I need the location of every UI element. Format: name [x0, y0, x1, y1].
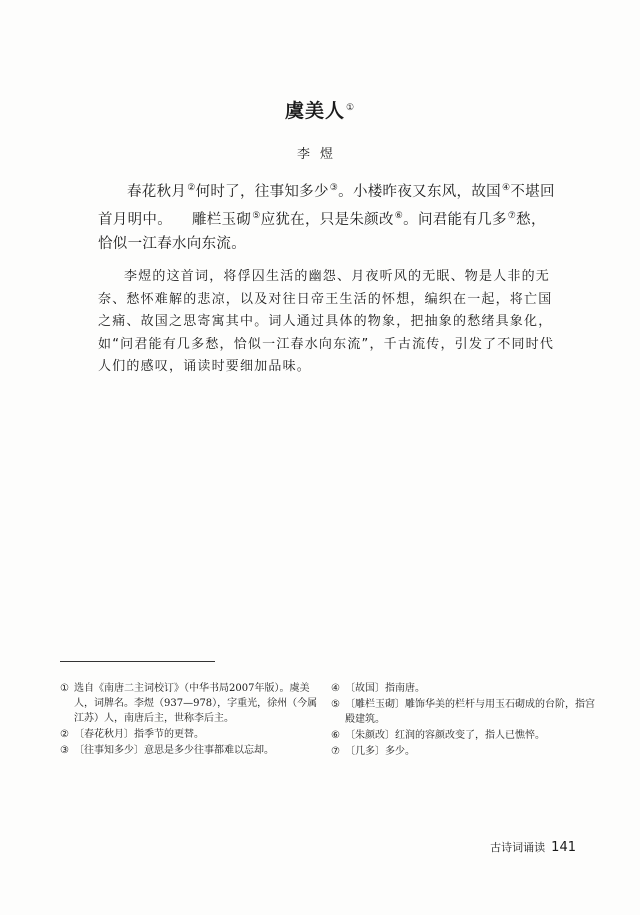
footnote-item [331, 728, 601, 743]
footnote-number: ⑤ [331, 699, 340, 710]
footnote-item [331, 744, 601, 759]
footnote-item [331, 681, 601, 696]
footnote-ref-2: ② [187, 183, 196, 193]
footnote-text: 〔几多〕多少。 [345, 746, 415, 757]
footnote-number: ④ [331, 683, 340, 694]
poem-title [0, 96, 640, 123]
commentary [98, 266, 556, 379]
page-number: 141 [551, 840, 576, 855]
poem-text: 。小楼昨夜又东风，故国 [338, 183, 501, 200]
poem-text: 应犹在，只是朱颜改 [260, 211, 394, 228]
footnote-text: 〔朱颜改〕红润的容颜改变了，指人已憔悴。 [345, 730, 545, 741]
footnote-ref-6: ⑥ [394, 210, 404, 221]
footnote-number: ⑦ [331, 746, 340, 757]
poem-text: 。问君能有几多 [403, 211, 507, 228]
poem-text: 雕栏玉砌 [192, 211, 252, 228]
footnote-number: ① [60, 683, 69, 694]
title-footnote-ref: ① [345, 102, 356, 113]
poem-title-text: 虞美人 [284, 100, 345, 122]
footnote-text: 〔往事知多少〕意思是多少往事都难以忘却。 [74, 745, 274, 756]
footnote-item [331, 697, 601, 727]
footnote-ref-7: ⑦ [507, 210, 517, 221]
poem-text: 春花秋月 [127, 183, 187, 200]
page-footer [490, 839, 576, 855]
commentary-paragraph: 李煜的这首词，将俘囚生活的幽怨、月夜听风的无眠、物是人非的无奈、愁怀难解的悲凉，以及对往日帝王生活的怀想，编织在一起，将亡国之痛、故国之思寄寓其中。词人通过具体的物象，把抽象的愁绪具象化，如“问君能有几多愁，恰似一江春水向东流”，千古流传，引发了不同时代人们的感叹，诵读时要细加品味。 [98, 269, 555, 374]
footnote-item [60, 727, 322, 742]
footer-section-name: 古诗词诵读 [490, 841, 546, 854]
footnote-number: ③ [60, 745, 69, 756]
footnote-text: 〔雕栏玉砌〕雕饰华美的栏杆与用玉石砌成的台阶，指宫殿建筑。 [345, 699, 595, 725]
footnote-number: ② [60, 729, 69, 740]
footnotes-left [60, 681, 322, 759]
footnote-ref-4: ④ [501, 183, 511, 193]
footnote-item [60, 681, 322, 726]
poem-stanza [98, 176, 558, 256]
poem-text: 不堪回首月明中。 [98, 183, 555, 228]
footnote-number: ⑥ [331, 730, 340, 741]
footnote-text: 〔春花秋月〕指季节的更替。 [74, 729, 204, 740]
footnote-divider [60, 661, 215, 662]
footnote-text: 选自《南唐二主词校订》（中华书局2007年版）。虞美人，词牌名。李煜（937—978），字重光，徐州（今属江苏）人，南唐后主，世称李后主。 [74, 683, 318, 724]
footnote-ref-5: ⑤ [252, 210, 261, 221]
footnote-ref-3: ③ [329, 183, 339, 193]
footnote-text: 〔故国〕指南唐。 [345, 683, 425, 694]
footnote-item [60, 743, 322, 758]
footnotes-right [331, 681, 601, 760]
poem-author: 李煜 [296, 147, 343, 162]
poem-body [98, 176, 558, 256]
poem-text: 何时了，往事知多少 [195, 183, 329, 200]
poem-text: 愁，恰似一江春水向东流。 [98, 211, 546, 252]
